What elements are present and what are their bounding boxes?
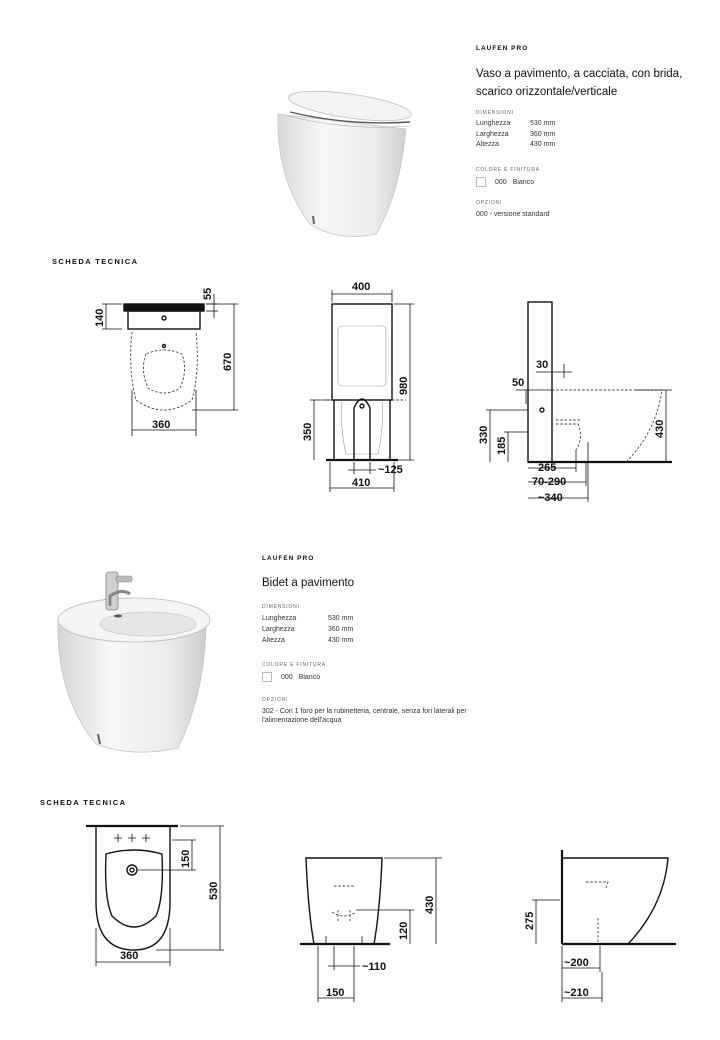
dim-200-label: ~200 <box>564 957 589 969</box>
dim-70-290-label: 70-290 <box>532 476 567 488</box>
dimension-value: 360 mm <box>530 130 556 138</box>
dimension-row <box>476 131 555 142</box>
dim-430-label: 430 <box>424 895 436 914</box>
product-title <box>476 65 682 101</box>
product-title: Bidet a pavimento <box>262 577 355 589</box>
dim-340-label: ~340 <box>538 492 563 504</box>
dim-400-label: 400 <box>352 281 371 293</box>
dim-980-label: 980 <box>398 376 410 395</box>
dim-670-label: 670 <box>222 352 234 371</box>
dim-350-label: 350 <box>302 422 314 441</box>
option-text-line2: l'alimentazione dell'acqua <box>262 716 342 724</box>
color-swatch[interactable] <box>262 672 272 682</box>
dimension-value: 530 mm <box>328 615 354 622</box>
color-label: COLORE E FINITURA <box>262 662 326 668</box>
option-text: 000 - versione standard <box>476 211 550 218</box>
dimension-key: Larghezza <box>476 130 509 138</box>
color-name: Bianco <box>512 178 535 186</box>
dimension-row <box>262 637 353 648</box>
dimension-row <box>476 120 555 131</box>
dimension-key: Lunghezza <box>476 120 511 127</box>
dim-360-label: 360 <box>120 950 139 962</box>
options-label: OPZIONI <box>262 697 289 703</box>
dim-265-label: 265 <box>538 462 557 474</box>
bidet-side-view-drawing <box>510 846 690 1010</box>
product-title-line1: Vaso a pavimento, a cacciata, con brida, <box>476 68 683 80</box>
dim-150-label: 150 <box>180 849 192 868</box>
dim-330-label: 330 <box>478 425 490 444</box>
dim-210-label: ~210 <box>564 987 589 999</box>
option-text-line1: 302 - Con 1 foro per la rubinetteria, centrale, senza fori laterali per <box>262 708 467 715</box>
dim-125-label: ~125 <box>378 464 403 476</box>
color-option[interactable] <box>262 672 320 682</box>
dimension-key: Lunghezza <box>262 615 297 622</box>
toilet-illustration <box>268 84 428 244</box>
dimensions-list <box>262 615 353 648</box>
dimensions-list <box>476 120 555 152</box>
color-option[interactable] <box>476 177 534 187</box>
dim-410-label: 410 <box>352 477 371 489</box>
toilet-side-view-drawing <box>476 292 676 506</box>
product-title-line2: scarico orizzontale/verticale <box>476 86 618 98</box>
section-title: SCHEDA TECNICA <box>52 257 139 266</box>
dimensions-label: DIMENSIONI <box>262 604 300 610</box>
dimension-value: 430 mm <box>328 637 354 644</box>
dimension-key: Altezza <box>262 637 285 644</box>
bidet-product-image <box>52 566 212 756</box>
dimension-value: 360 mm <box>328 626 354 633</box>
toilet-top-view-drawing <box>88 280 258 440</box>
dim-55-label: 55 <box>202 287 214 300</box>
dim-120-label: 120 <box>398 921 410 940</box>
dimensions-label: DIMENSIONI <box>476 110 514 116</box>
toilet-front-view-drawing <box>290 278 430 498</box>
dim-30-label: 30 <box>536 359 549 371</box>
dim-530-label: 530 <box>208 881 220 900</box>
color-swatch[interactable] <box>476 177 486 187</box>
dimension-row <box>262 615 353 626</box>
color-name: Bianco <box>298 673 321 681</box>
color-code: 000 <box>281 673 293 681</box>
toilet-product-image <box>268 84 428 244</box>
dim-275-label: 275 <box>524 911 536 930</box>
options-label: OPZIONI <box>476 200 503 206</box>
dimension-key: Altezza <box>476 141 499 148</box>
dimension-row <box>262 626 353 637</box>
dim-430-label: 430 <box>654 419 666 438</box>
dim-150-label: 150 <box>326 987 345 999</box>
color-label: COLORE E FINITURA <box>476 167 540 173</box>
brand-label: LAUFEN PRO <box>476 45 529 52</box>
dim-185-label: 185 <box>496 436 508 455</box>
bidet-top-view-drawing <box>76 818 246 970</box>
color-code: 000 <box>495 178 507 186</box>
section-title: SCHEDA TECNICA <box>40 798 127 807</box>
dim-140-label: 140 <box>94 308 106 327</box>
dimension-row <box>476 141 555 152</box>
dim-50-label: 50 <box>512 377 525 389</box>
dim-360-label: 360 <box>152 419 171 431</box>
dimension-key: Larghezza <box>262 626 295 633</box>
dim-110-label: ~110 <box>362 961 387 973</box>
bidet-front-view-drawing <box>296 850 446 1010</box>
bidet-illustration <box>52 566 212 756</box>
brand-label: LAUFEN PRO <box>262 555 315 562</box>
dimension-value: 530 mm <box>530 120 556 127</box>
option-text <box>262 708 467 725</box>
dimension-value: 430 mm <box>530 141 556 148</box>
